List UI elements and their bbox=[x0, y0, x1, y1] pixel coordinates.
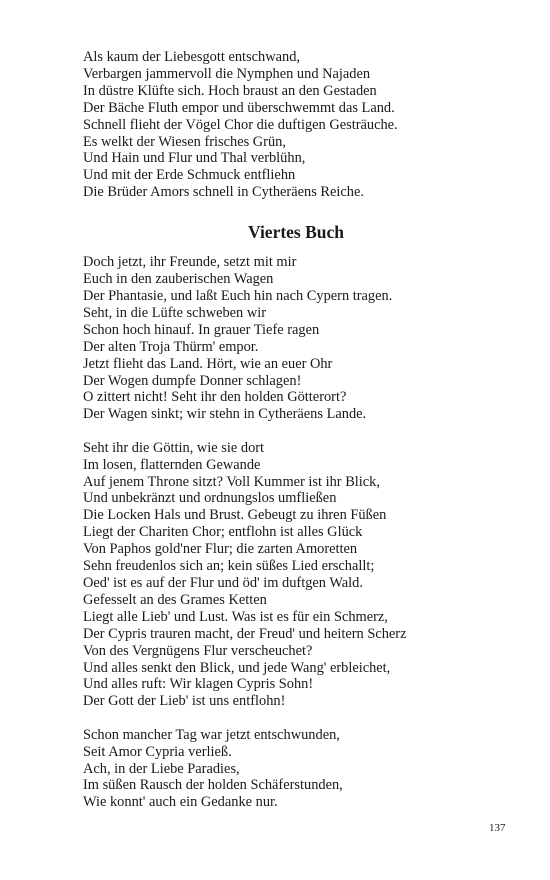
verse-line: Doch jetzt, ihr Freunde, setzt mit mir bbox=[83, 254, 297, 271]
verse-line: Schon hoch hinauf. In grauer Tiefe ragen bbox=[83, 321, 320, 338]
verse-line: Liegt alle Lieb' und Lust. Was ist es für ein Schmerz, bbox=[83, 608, 388, 625]
stanza-3 bbox=[83, 440, 483, 711]
verse-line: Euch in den zauberischen Wagen bbox=[83, 271, 274, 288]
verse-line: Sehn freudenlos sich an; kein süßes Lied erschallt; bbox=[83, 558, 375, 575]
verse-line: Seht ihr die Göttin, wie sie dort bbox=[83, 439, 265, 456]
verse-line: Verbargen jammervoll die Nymphen und Najaden bbox=[83, 65, 371, 82]
verse-line: Im losen, flatternden Gewande bbox=[83, 456, 261, 473]
verse-line: Und Hain und Flur und Thal verblühn, bbox=[83, 150, 306, 167]
verse-line: Die Locken Hals und Brust. Gebeugt zu ihren Füßen bbox=[83, 507, 387, 524]
page-body bbox=[83, 49, 483, 811]
verse-line: In düstre Klüfte sich. Hoch braust an den Gestaden bbox=[83, 82, 377, 99]
stanza-gap bbox=[83, 710, 483, 727]
verse-line: Von des Vergnügens Flur verscheuchet? bbox=[83, 642, 313, 659]
verse-line: Wie konnt' auch ein Gedanke nur. bbox=[83, 794, 278, 811]
verse-line: Der Bäche Fluth empor und überschwemmt das Land. bbox=[83, 99, 395, 116]
verse-line: Schnell flieht der Vögel Chor die duftigen Gesträuche. bbox=[83, 116, 398, 133]
verse-line: Als kaum der Liebesgott entschwand, bbox=[83, 49, 301, 65]
verse-line: Von Paphos gold'ner Flur; die zarten Amoretten bbox=[83, 541, 358, 558]
stanza-4 bbox=[83, 727, 483, 812]
chapter-heading: Viertes Buch bbox=[247, 222, 345, 243]
verse-line: Seht, in die Lüfte schweben wir bbox=[83, 304, 267, 321]
stanza-1 bbox=[83, 49, 483, 201]
verse-line: Liegt der Chariten Chor; entflohn ist alles Glück bbox=[83, 524, 363, 541]
verse-line: O zittert nicht! Seht ihr den holden Götterort? bbox=[83, 389, 347, 406]
stanza-gap bbox=[83, 423, 483, 440]
verse-line: Im süßen Rausch der holden Schäferstunden, bbox=[83, 777, 343, 794]
page-number: 137 bbox=[489, 822, 506, 834]
verse-line: Ach, in der Liebe Paradies, bbox=[83, 760, 240, 777]
verse-line: Jetzt flieht das Land. Hört, wie an euer Ohr bbox=[83, 355, 333, 372]
verse-line: Es welkt der Wiesen frisches Grün, bbox=[83, 133, 286, 150]
verse-line: Seit Amor Cypria verließ. bbox=[83, 743, 232, 760]
verse-line: Gefesselt an des Grames Ketten bbox=[83, 591, 267, 608]
verse-line: Der Phantasie, und laßt Euch hin nach Cypern tragen. bbox=[83, 287, 393, 304]
verse-line: Der alten Troja Thürm' empor. bbox=[83, 338, 259, 355]
verse-line: Auf jenem Throne sitzt? Voll Kummer ist ihr Blick, bbox=[83, 473, 380, 490]
verse-line: Und mit der Erde Schmuck entfliehn bbox=[83, 167, 296, 184]
verse-line: Die Brüder Amors schnell in Cytheräens Reiche. bbox=[83, 184, 364, 201]
stanza-2 bbox=[83, 254, 483, 423]
verse-line: Und alles ruft: Wir klagen Cypris Sohn! bbox=[83, 676, 314, 693]
verse-line: Der Gott der Lieb' ist uns entflohn! bbox=[83, 693, 286, 710]
verse-line: Und unbekränzt und ordnungslos umfließen bbox=[83, 490, 337, 507]
verse-line: Der Wagen sinkt; wir stehn in Cytheräens Lande. bbox=[83, 406, 367, 423]
verse-line: Der Cypris trauren macht, der Freud' und heitern Scherz bbox=[83, 625, 407, 642]
verse-line: Schon mancher Tag war jetzt entschwunden, bbox=[83, 726, 340, 743]
verse-line: Der Wogen dumpfe Donner schlagen! bbox=[83, 372, 302, 389]
verse-line: Und alles senkt den Blick, und jede Wang' erbleichet, bbox=[83, 659, 391, 676]
verse-line: Oed' ist es auf der Flur und öd' im duftgen Wald. bbox=[83, 574, 363, 591]
